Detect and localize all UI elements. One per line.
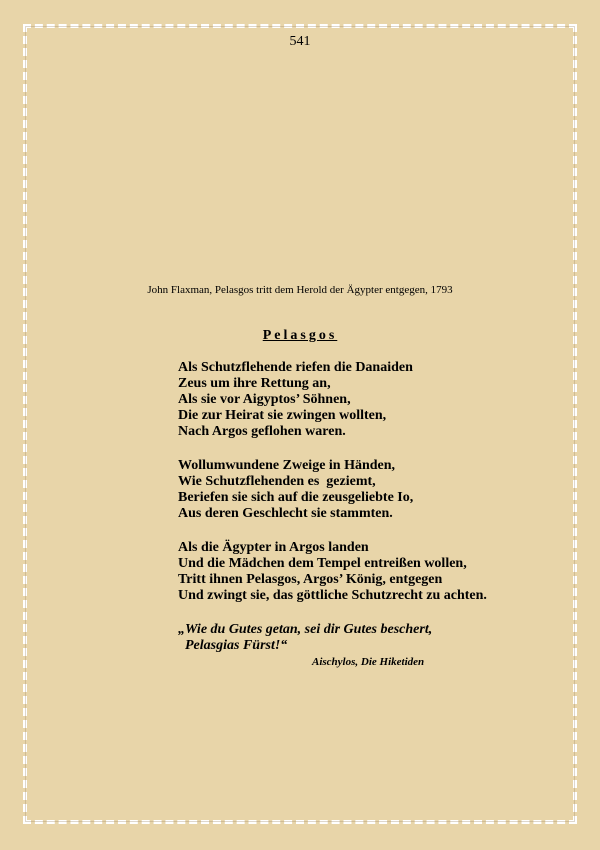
verse-line: Wollumwundene Zweige in Händen, <box>178 458 396 473</box>
image-caption: John Flaxman, Pelasgos tritt dem Herold der Ägypter entgegen, 1793 <box>147 284 453 296</box>
verse-line: Die zur Heirat sie zwingen wollten, <box>178 408 387 423</box>
verse-line: Zeus um ihre Rettung an, <box>178 376 331 391</box>
verse-line: Tritt ihnen Pelasgos, Argos’ König, entgegen <box>178 572 443 587</box>
verse-line: Als sie vor Aigyptos’ Söhnen, <box>178 392 351 407</box>
verse-line: Als Schutzflehende riefen die Danaiden <box>178 360 413 375</box>
quote-line: „Wie du Gutes getan, sei dir Gutes beschert, <box>178 622 433 637</box>
stanza-3 <box>178 540 487 604</box>
stanza-2 <box>178 458 413 522</box>
verse-line: Beriefen sie sich auf die zeusgeliebte Io, <box>178 490 414 505</box>
verse-line: Als die Ägypter in Argos landen <box>178 540 369 555</box>
verse-line: Und zwingt sie, das göttliche Schutzrecht zu achten. <box>178 588 487 603</box>
verse-line: Und die Mädchen dem Tempel entreißen wollen, <box>178 556 467 571</box>
verse-line: Nach Argos geflohen waren. <box>178 424 346 439</box>
poem-title: Pelasgos <box>262 328 338 343</box>
quote-line: Pelasgias Fürst!“ <box>178 638 288 653</box>
stanza-1 <box>178 360 413 440</box>
verse-line: Aus deren Geschlecht sie stammten. <box>178 506 393 521</box>
page-number: 541 <box>289 34 311 49</box>
quote-attribution: Aischylos, Die Hiketiden <box>312 656 425 668</box>
quote <box>178 622 432 654</box>
verse-line: Wie Schutzflehenden es geziemt, <box>178 474 376 489</box>
